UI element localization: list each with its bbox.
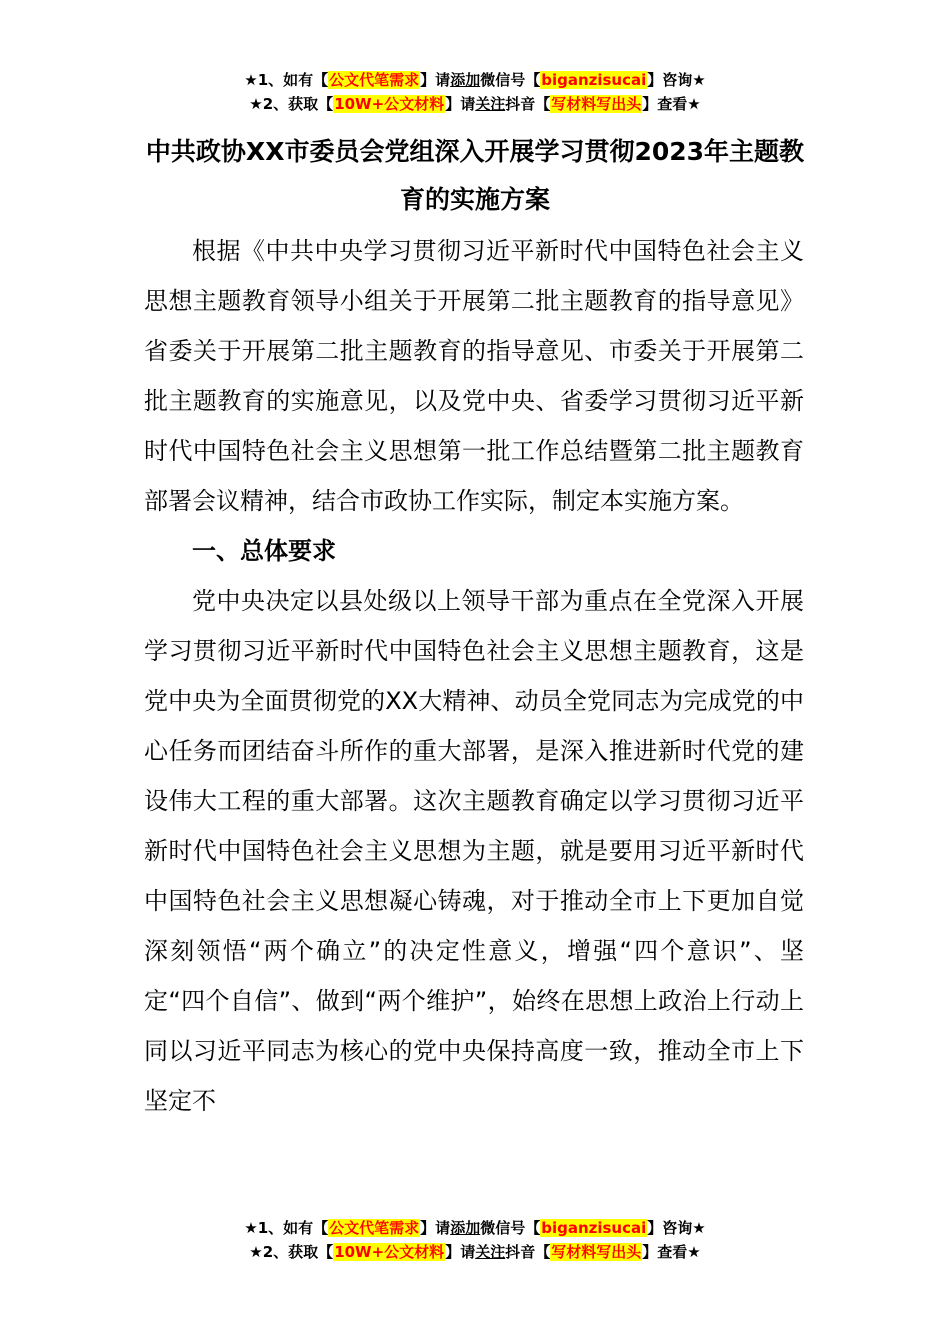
highlight-service: 公文代笔需求 [329,1219,420,1237]
douyin-account-link[interactable]: 写材料写出头 [551,95,642,113]
banner-text: ★2、获取【 [249,1243,334,1261]
banner-emphasis: 关注 [475,95,506,113]
banner-text: 】咨询★ [647,71,706,89]
wechat-id-link[interactable]: biganzisucai [541,1219,647,1237]
highlight-materials: 10W+公文材料 [334,95,445,113]
banner-line-1 [0,1216,950,1240]
banner-text: 】请 [445,1243,476,1261]
banner-text: 】查看★ [642,1243,701,1261]
section-heading: 一、总体要求 [192,537,336,565]
banner-line-1 [0,68,950,92]
douyin-account-link[interactable]: 写材料写出头 [551,1243,642,1261]
banner-text: 微信号【 [480,1219,541,1237]
banner-text: ★1、如有【 [244,1219,329,1237]
banner-text: ★1、如有【 [244,71,329,89]
highlight-materials: 10W+公文材料 [334,1243,445,1261]
bottom-banner [0,1216,950,1264]
banner-text: 微信号【 [480,71,541,89]
banner-text: 】请 [445,95,476,113]
highlight-service: 公文代笔需求 [329,71,420,89]
banner-emphasis: 关注 [475,1243,506,1261]
banner-text: 】请 [420,71,451,89]
document-title: 中共政协XX市委员会党组深入开展学习贯彻2023年主题教育的实施方案 [145,137,805,214]
document-body [144,226,804,1126]
banner-text: 抖音【 [505,95,551,113]
banner-text: 抖音【 [505,1243,551,1261]
banner-text: 】请 [420,1219,451,1237]
paragraph-intro: 根据《中共中央学习贯彻习近平新时代中国特色社会主义思想主题教育领导小组关于开展第二批主题教育的指导意见》省委关于开展第二批主题教育的指导意见、市委关于开展第二批主题教育的实施意见，以及党中央、省委学习贯彻习近平新时代中国特色社会主义思想第一批工作总结暨第二批主题教育部署会议精神，结合市政协工作实际，制定本实施方案。 [144,237,804,515]
banner-text: ★2、获取【 [249,95,334,113]
banner-emphasis: 添加 [450,71,481,89]
banner-text: 】咨询★ [647,1219,706,1237]
banner-line-2 [0,1240,950,1264]
wechat-id-link[interactable]: biganzisucai [541,71,647,89]
top-banner [0,68,950,116]
banner-emphasis: 添加 [450,1219,481,1237]
paragraph-requirements: 党中央决定以县处级以上领导干部为重点在全党深入开展学习贯彻习近平新时代中国特色社会主义思想主题教育，这是党中央为全面贯彻党的XX大精神、动员全党同志为完成党的中心任务而团结奋斗所作的重大部署，是深入推进新时代党的建设伟大工程的重大部署。这次主题教育确定以学习贯彻习近平新时代中国特色社会主义思想为主题，就是要用习近平新时代中国特色社会主义思想凝心铸魂，对于推动全市上下更加自觉深刻领悟“两个确立”的决定性意义，增强“四个意识”、坚定“四个自信”、做到“两个维护”，始终在思想上政治上行动上同以习近平同志为核心的党中央保持高度一致，推动全市上下坚定不 [144,587,804,1115]
banner-text: 】查看★ [642,95,701,113]
banner-line-2 [0,92,950,116]
